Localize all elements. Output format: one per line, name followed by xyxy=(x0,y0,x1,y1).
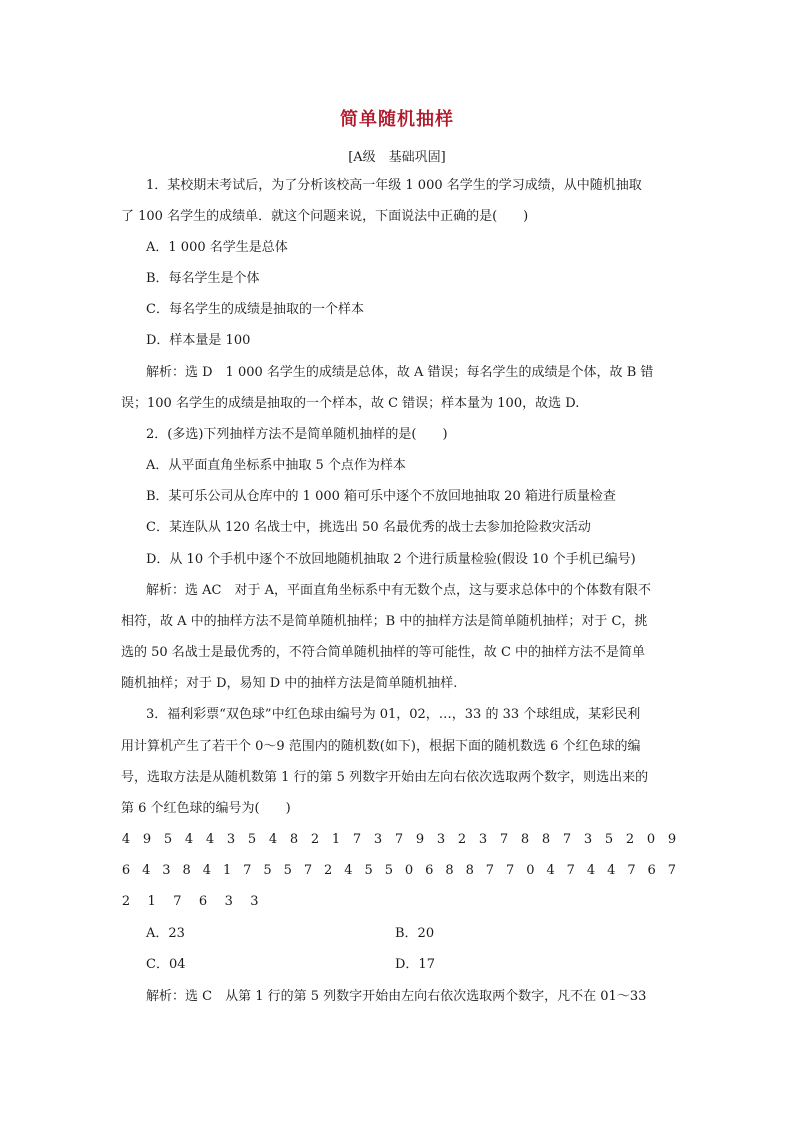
random-digit: 9 xyxy=(415,832,425,847)
q2-analysis-line4: 随机抽样；对于 D，易知 D 中的抽样方法是简单随机抽样. xyxy=(121,676,458,691)
q1-option-b: B．每名学生是个体 xyxy=(146,271,260,286)
random-digit: 2 xyxy=(324,863,333,878)
q3-stem-line4: 第 6 个红色球的编号为( ) xyxy=(121,801,291,816)
random-digit: 7 xyxy=(627,863,636,878)
random-digit: 8 xyxy=(520,832,530,847)
random-digit: 7 xyxy=(173,894,182,909)
random-digit: 7 xyxy=(243,863,252,878)
random-digit: 2 xyxy=(457,832,467,847)
random-digit: 3 xyxy=(250,894,259,909)
random-digit: 3 xyxy=(478,832,488,847)
random-digit: 4 xyxy=(205,832,215,847)
random-digit: 4 xyxy=(121,832,131,847)
random-digit: 3 xyxy=(162,863,171,878)
page-title: 简单随机抽样 xyxy=(340,109,454,130)
random-digit: 3 xyxy=(224,894,233,909)
q1-option-d: D．样本量是 100 xyxy=(146,333,251,348)
random-digits-row2 xyxy=(121,863,677,878)
random-digit: 5 xyxy=(384,863,393,878)
random-digit: 0 xyxy=(646,832,656,847)
random-digit: 6 xyxy=(647,863,656,878)
random-digit: 8 xyxy=(465,863,474,878)
q2-stem: 2．(多选)下列抽样方法不是简单随机抽样的是( ) xyxy=(146,427,448,442)
random-digit: 5 xyxy=(283,863,292,878)
random-digit: 7 xyxy=(506,863,515,878)
random-digit: 2 xyxy=(310,832,320,847)
random-digit: 1 xyxy=(147,894,156,909)
q2-option-a: A．从平面直角坐标系中抽取 5 个点作为样本 xyxy=(146,458,406,473)
random-digits-row3 xyxy=(121,894,677,909)
random-digit: 8 xyxy=(541,832,551,847)
q3-analysis-line1: 解析：选 C 从第 1 行的第 5 列数字开始由左向右依次选取两个数字，凡不在 01～33 xyxy=(146,989,647,1004)
random-digit: 7 xyxy=(303,863,313,878)
random-digit: 0 xyxy=(526,863,535,878)
random-digit: 1 xyxy=(331,832,341,847)
q1-analysis-line2: 误；100 名学生的成绩是抽取的一个样本，故 C 错误；样本量为 100，故选 D. xyxy=(121,396,580,411)
random-digit: 7 xyxy=(485,863,495,878)
random-digit: 6 xyxy=(121,863,131,878)
random-digit: 7 xyxy=(499,832,509,847)
q2-analysis-line2: 相符，故 A 中的抽样方法不是简单随机抽样；B 中的抽样方法是简单随机抽样；对于 C，挑 xyxy=(121,614,648,629)
q1-analysis-line1: 解析：选 D 1 000 名学生的成绩是总体，故 A 错误；每名学生的成绩是个体，故 B 错 xyxy=(146,365,654,380)
q2-option-d: D．从 10 个手机中逐个不放回地随机抽取 2 个进行质量检验(假设 10 个手机已编号) xyxy=(146,552,636,567)
random-digit: 8 xyxy=(289,832,299,847)
random-digit: 0 xyxy=(404,863,414,878)
q2-option-b: B．某可乐公司从仓库中的 1 000 箱可乐中逐个不放回地抽取 20 箱进行质量检查 xyxy=(146,489,616,504)
random-digit: 5 xyxy=(163,832,173,847)
random-digit: 4 xyxy=(268,832,278,847)
q3-option-a: A．23 xyxy=(146,926,185,941)
random-digit: 6 xyxy=(425,863,434,878)
random-digit: 3 xyxy=(226,832,236,847)
random-digit: 5 xyxy=(604,832,614,847)
random-digit: 9 xyxy=(142,832,152,847)
q2-analysis-line1: 解析：选 AC 对于 A，平面直角坐标系中有无数个点，这与要求总体中的个体数有限不 xyxy=(146,583,651,598)
q3-stem-line1: 3．福利彩票“双色球”中红色球由编号为 01，02，…，33 的 33 个球组成，某彩民利 xyxy=(146,707,641,722)
random-digit: 3 xyxy=(583,832,593,847)
random-digit: 8 xyxy=(182,863,191,878)
q3-option-d: D．17 xyxy=(395,957,435,972)
q3-stem-line3: 号，选取方法是从随机数第 1 行的第 5 列数字开始由左向右依次选取两个数字，则选出来的 xyxy=(121,770,649,785)
q2-analysis-line3: 选的 50 名战士是最优秀的，不符合简单随机抽样的等可能性，故 C 中的抽样方法不是简单 xyxy=(121,645,646,660)
random-digit: 8 xyxy=(445,863,454,878)
random-digit: 4 xyxy=(202,863,212,878)
random-digit: 1 xyxy=(222,863,232,878)
random-digits-row1 xyxy=(121,832,677,847)
q1-stem-line2: 了 100 名学生的成绩单．就这个问题来说，下面说法中正确的是( ) xyxy=(121,209,529,224)
random-digit: 3 xyxy=(436,832,446,847)
random-digit: 7 xyxy=(394,832,404,847)
q3-option-c: C．04 xyxy=(146,957,186,972)
random-digit: 3 xyxy=(373,832,383,847)
random-digit: 7 xyxy=(566,863,575,878)
random-digit: 7 xyxy=(562,832,572,847)
q1-stem-line1: 1．某校期末考试后，为了分析该校高一年级 1 000 名学生的学习成绩，从中随机抽取 xyxy=(146,178,642,193)
random-digit: 9 xyxy=(667,832,677,847)
random-digit: 4 xyxy=(142,863,151,878)
q3-stem-line2: 用计算机产生了若干个 0～9 范围内的随机数(如下)，根据下面的随机数选 6 个红色球的编 xyxy=(121,739,641,754)
q2-option-c: C．某连队从 120 名战士中，挑选出 50 名最优秀的战士去参加抢险救灾活动 xyxy=(146,520,591,535)
random-digit: 4 xyxy=(607,863,616,878)
random-digit: 5 xyxy=(247,832,257,847)
random-digit: 6 xyxy=(198,894,208,909)
random-digit: 5 xyxy=(364,863,373,878)
q1-option-c: C．每名学生的成绩是抽取的一个样本 xyxy=(146,302,364,317)
random-digit: 7 xyxy=(352,832,362,847)
random-digit: 4 xyxy=(344,863,353,878)
q3-option-b: B．20 xyxy=(395,926,435,941)
random-digit: 4 xyxy=(586,863,596,878)
random-digit: 4 xyxy=(546,863,555,878)
q1-option-a: A．1 000 名学生是总体 xyxy=(146,240,288,255)
random-digit: 2 xyxy=(625,832,635,847)
random-digit: 5 xyxy=(263,863,272,878)
random-digit: 7 xyxy=(667,863,677,878)
random-digit: 4 xyxy=(184,832,194,847)
level-heading: [A级 基础巩固] xyxy=(348,150,446,165)
random-digit: 2 xyxy=(121,894,131,909)
